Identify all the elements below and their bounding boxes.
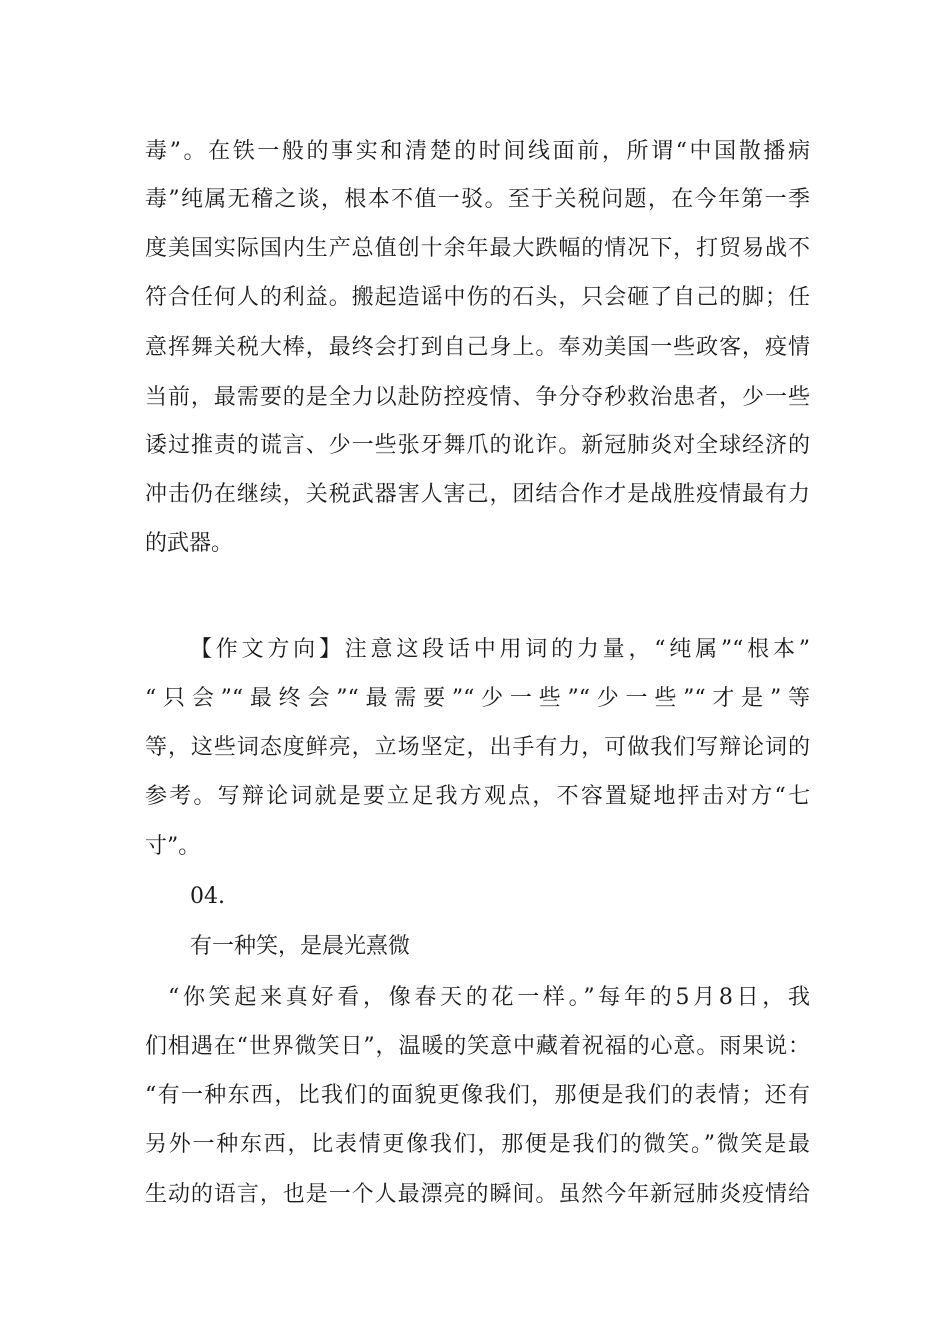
paragraph-1-line: 意挥舞关税大棒，最终会打到自己身上。奉劝美国一些政客，疫情 [145,335,810,360]
paragraph-2-line: 【作文方向】注意这段话中用词的力量，“纯属”“根本” [190,637,810,662]
paragraph-2-line: “只会”“最终会”“最需要”“少一些”“少一些”“才是”等 [145,686,810,711]
section-title: 有一种笑，是晨光熹微 [190,934,411,959]
paragraph-1-line: 当前，最需要的是全力以赴防控疫情、争分夺秒救治患者，少一些 [145,385,810,410]
paragraph-1-line: 诿过推责的谎言、少一些张牙舞爪的讹诈。新冠肺炎对全球经济的 [145,433,810,458]
paragraph-3-line: “你笑起来真好看，像春天的花一样。”每年的5月8日，我 [168,985,810,1010]
section-number: 04. [190,884,225,909]
paragraph-1-line: 度美国实际国内生产总值创十余年最大跌幅的情况下，打贸易战不 [145,236,810,261]
paragraph-1-line: 毒”。在铁一般的事实和清楚的时间线面前，所谓“中国散播病 [145,139,810,164]
paragraph-3-line: 们相遇在“世界微笑日”，温暖的笑意中藏着祝福的心意。雨果说： [145,1034,810,1059]
paragraph-2-line: 寸”。 [145,834,201,859]
paragraph-2-line: 参考。写辩论词就是要立足我方观点，不容置疑地抨击对方“七 [145,784,810,809]
paragraph-1-line: 冲击仍在继续，关税武器害人害己，团结合作才是战胜疫情最有力 [145,482,810,507]
paragraph-2-line: 等，这些词态度鲜亮，立场坚定，出手有力，可做我们写辩论词的 [145,735,810,760]
paragraph-1-line: 符合任何人的利益。搬起造谣中伤的石头，只会砸了自己的脚；任 [145,285,810,310]
paragraph-3-line: “有一种东西，比我们的面貌更像我们，那便是我们的表情；还有 [145,1083,810,1108]
paragraph-3-line: 另外一种东西，比表情更像我们，那便是我们的微笑。”微笑是最 [145,1132,810,1157]
paragraph-1-line: 的武器。 [145,531,234,556]
paragraph-3-line: 生动的语言，也是一个人最漂亮的瞬间。虽然今年新冠肺炎疫情给 [145,1182,810,1207]
paragraph-1-line: 毒”纯属无稽之谈，根本不值一驳。至于关税问题，在今年第一季 [145,187,810,212]
